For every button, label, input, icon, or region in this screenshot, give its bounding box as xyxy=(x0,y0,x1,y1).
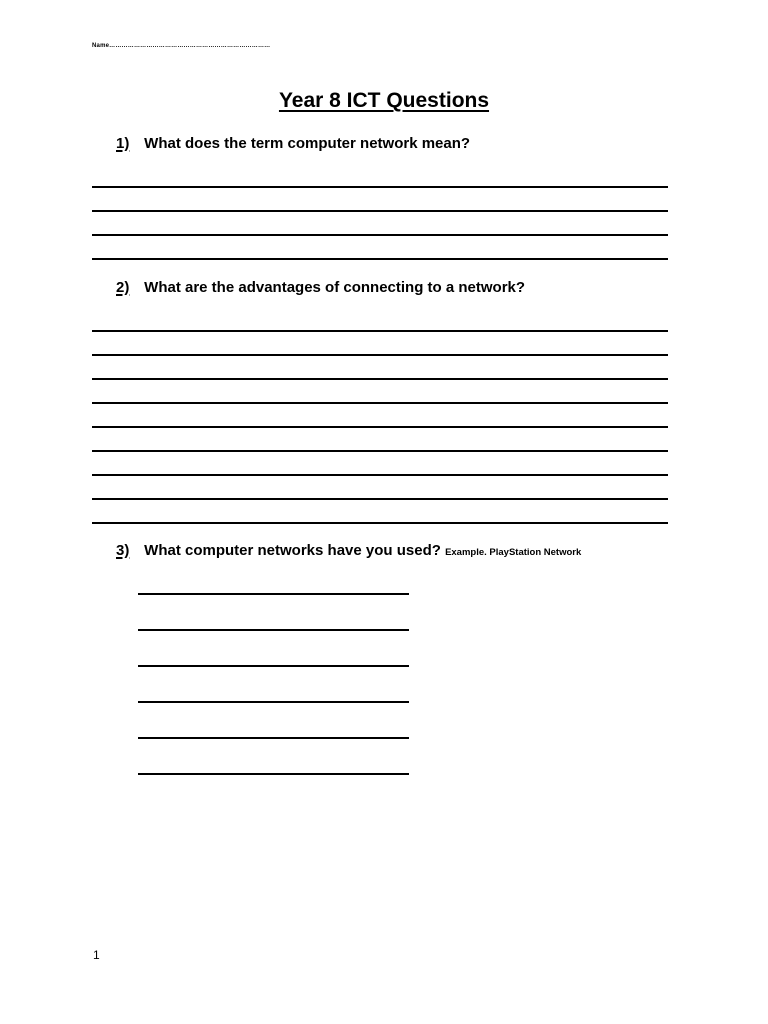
page-number: 1 xyxy=(93,948,100,962)
question-2-text: What are the advantages of connecting to a network? xyxy=(144,279,526,296)
q2-answer-line-9[interactable] xyxy=(92,522,668,524)
question-3 xyxy=(116,542,581,559)
q2-answer-line-6[interactable] xyxy=(92,450,668,452)
q2-answer-line-4[interactable] xyxy=(92,402,668,404)
page-title: Year 8 ICT Questions xyxy=(278,89,490,112)
q3-answer-line-6[interactable] xyxy=(138,773,409,775)
question-3-example: Example. PlayStation Network xyxy=(445,547,582,558)
question-1-number: 1) xyxy=(116,135,130,152)
q2-answer-line-1[interactable] xyxy=(92,330,668,332)
q2-answer-line-8[interactable] xyxy=(92,498,668,500)
question-2 xyxy=(116,279,525,296)
q1-answer-line-4[interactable] xyxy=(92,258,668,260)
q2-answer-line-3[interactable] xyxy=(92,378,668,380)
q1-answer-line-3[interactable] xyxy=(92,234,668,236)
q3-answer-line-3[interactable] xyxy=(138,665,409,667)
q2-answer-line-2[interactable] xyxy=(92,354,668,356)
question-3-number: 3) xyxy=(116,542,130,559)
q3-answer-line-1[interactable] xyxy=(138,593,409,595)
q3-answer-line-4[interactable] xyxy=(138,701,409,703)
q1-answer-line-2[interactable] xyxy=(92,210,668,212)
question-1 xyxy=(116,135,470,152)
q1-answer-line-1[interactable] xyxy=(92,186,668,188)
q3-answer-line-2[interactable] xyxy=(138,629,409,631)
question-3-text: What computer networks have you used? xyxy=(144,542,441,559)
q2-answer-line-5[interactable] xyxy=(92,426,668,428)
q3-answer-line-5[interactable] xyxy=(138,737,409,739)
name-field-label: Name…………………………………………………………………… xyxy=(92,43,271,49)
q2-answer-line-7[interactable] xyxy=(92,474,668,476)
question-1-text: What does the term computer network mean? xyxy=(144,135,471,152)
question-2-number: 2) xyxy=(116,279,130,296)
